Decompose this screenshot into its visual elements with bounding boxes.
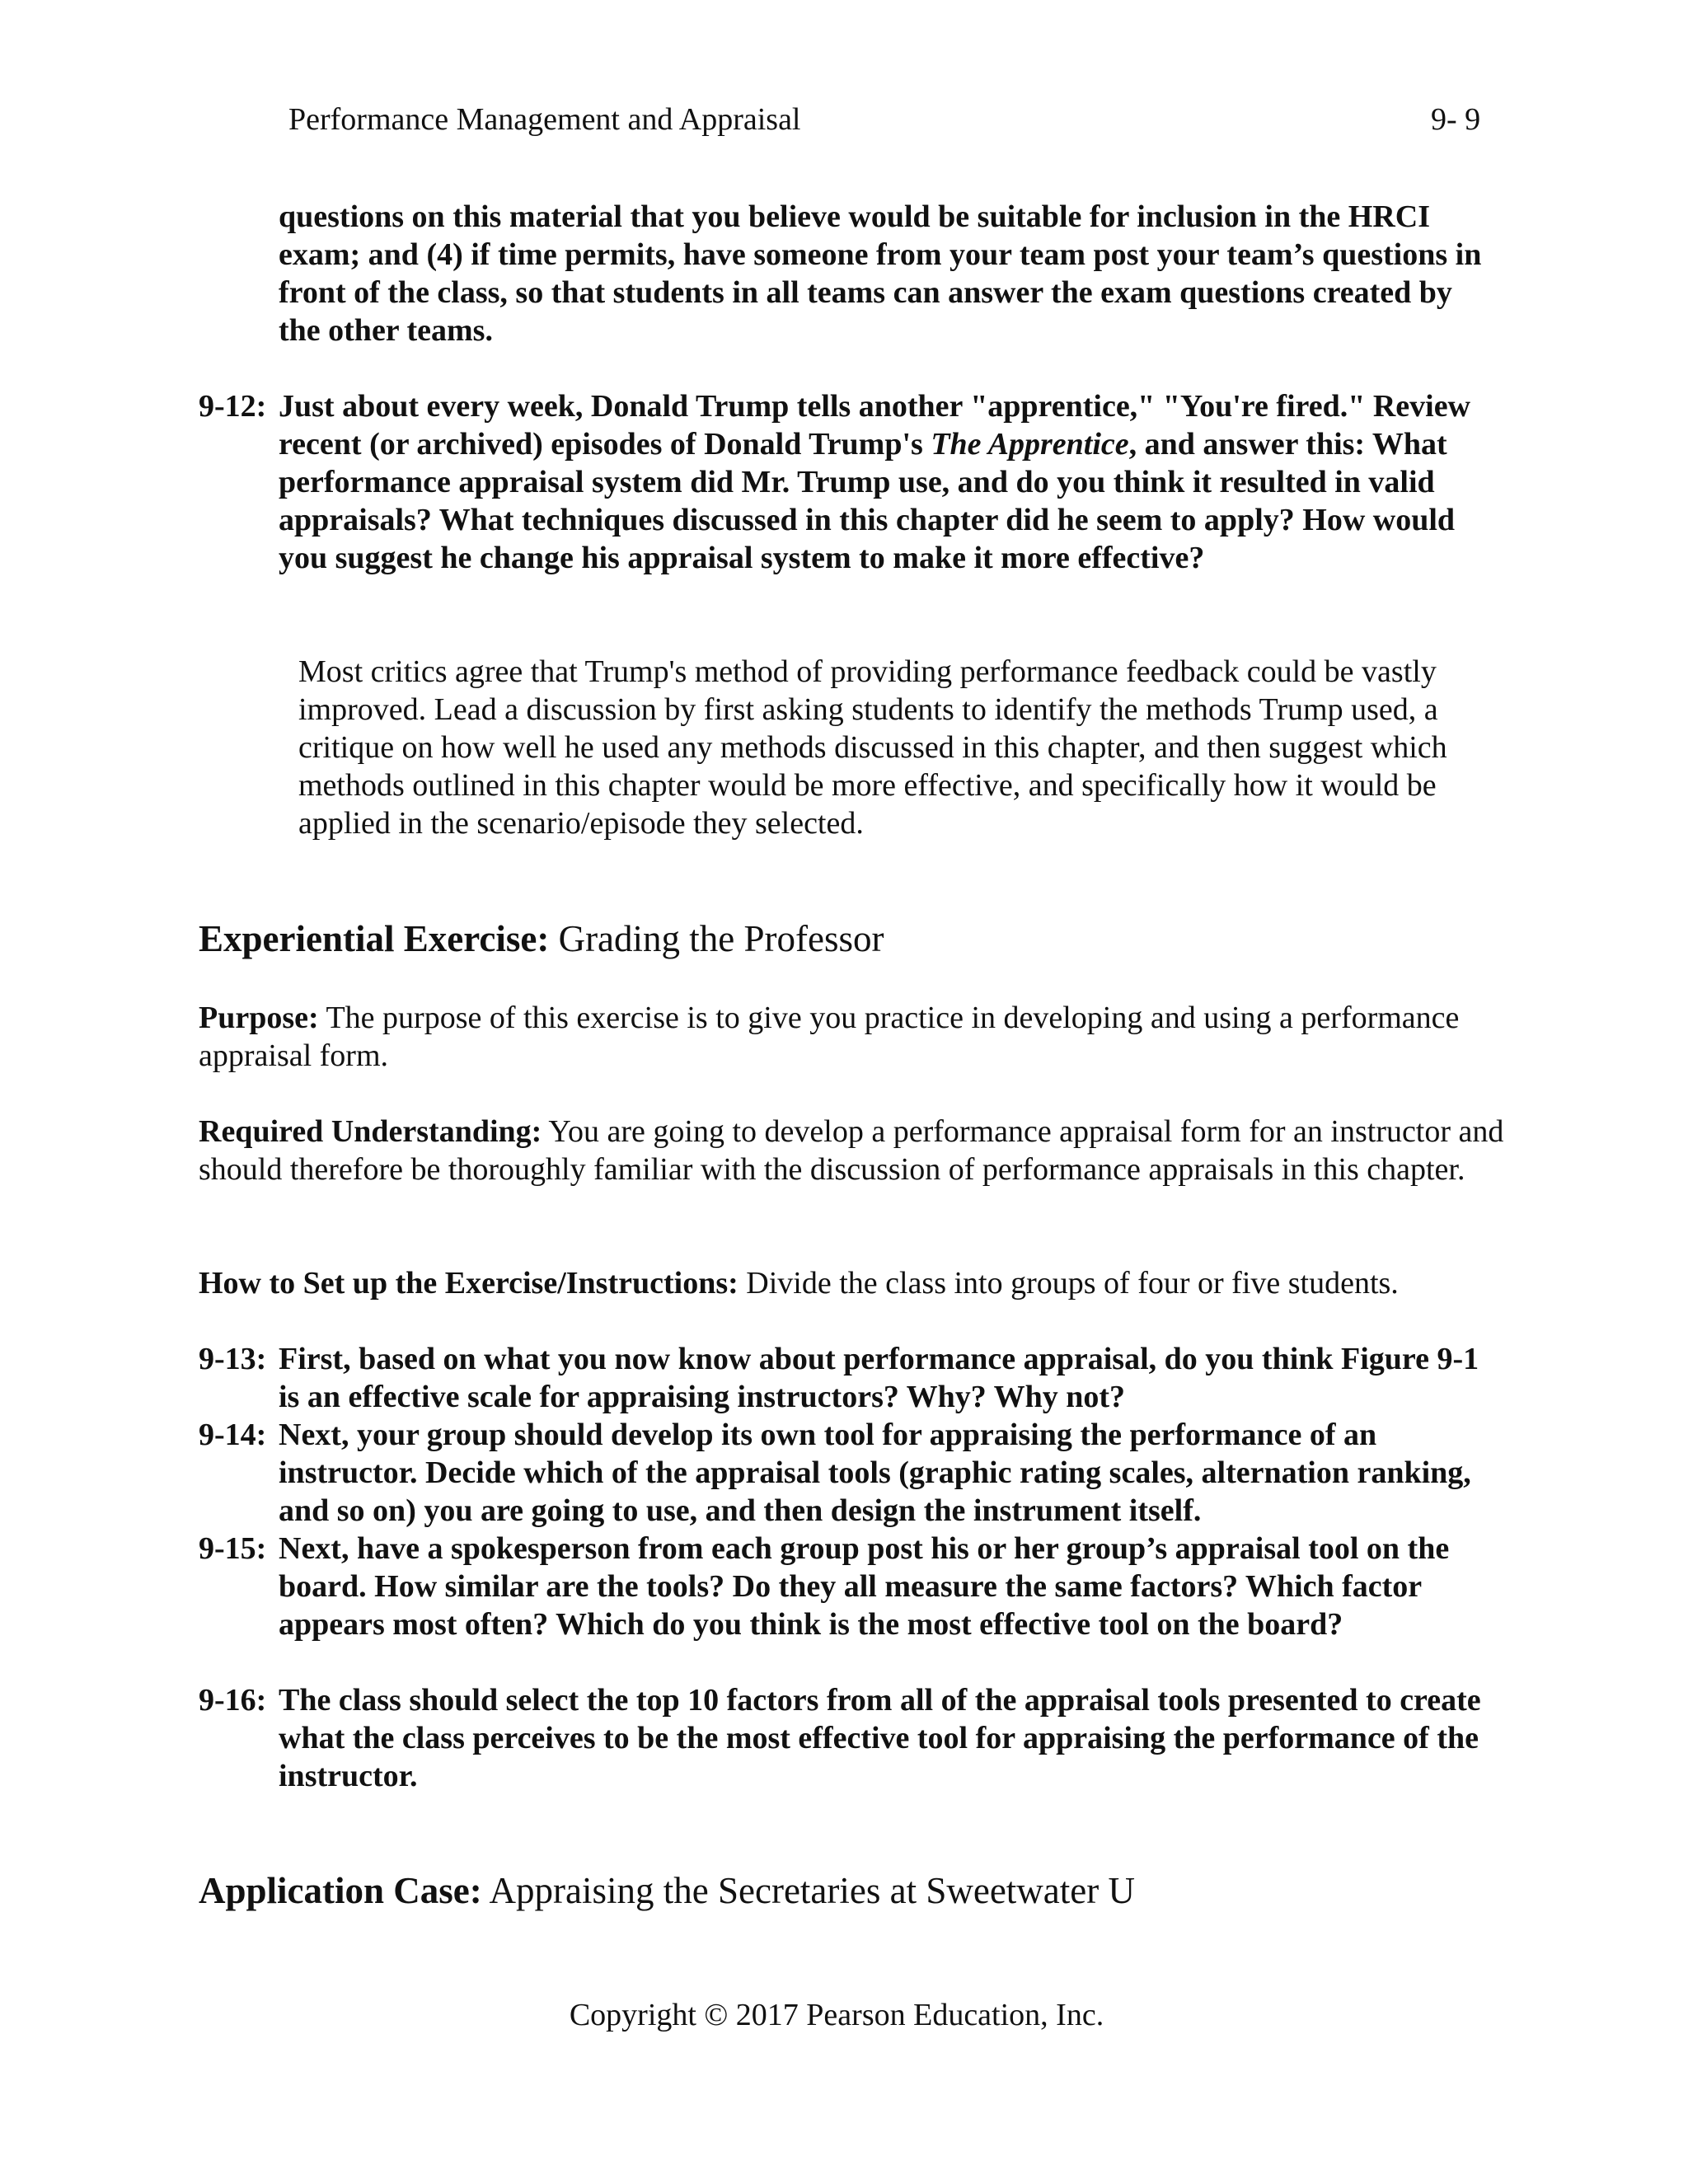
- question-9-14: [199, 1416, 1493, 1530]
- heading-label: Experiential Exercise:: [199, 918, 550, 959]
- copyright-footer: Copyright © 2017 Pearson Education, Inc.: [569, 1998, 1104, 2032]
- setup-instructions-paragraph: [199, 1264, 1534, 1302]
- setup-label: How to Set up the Exercise/Instructions:: [199, 1266, 738, 1301]
- heading-title: Grading the Professor: [549, 918, 884, 959]
- purpose-label: Purpose:: [199, 1001, 319, 1035]
- question-text: First, based on what you now know about performance appraisal, do you think Figure 9-1 is an effective scale for appraising instructors? Why? Why not?: [279, 1342, 1479, 1414]
- running-header-title: Performance Management and Appraisal: [288, 102, 801, 137]
- heading-title: Appraising the Secretaries at Sweetwater U: [481, 1870, 1135, 1911]
- question-number: 9-14:: [199, 1418, 267, 1452]
- purpose-text: The purpose of this exercise is to give you practice in developing and using a performance appraisal form.: [199, 1001, 1460, 1073]
- setup-text: Divide the class into groups of four or five students.: [738, 1266, 1399, 1301]
- question-text: Next, your group should develop its own tool for appraising the performance of an instructor. Decide which of the appraisal tools (graphic rating scales, alternation ranking, and so on) you are going to use, and then design the instrument itself.: [279, 1418, 1471, 1528]
- experiential-exercise-heading: [199, 916, 884, 961]
- required-understanding-paragraph: [199, 1113, 1509, 1188]
- question-number: 9-16:: [199, 1683, 267, 1718]
- question-9-12: [199, 387, 1493, 577]
- question-9-13: [199, 1340, 1493, 1416]
- question-number: 9-12:: [199, 389, 267, 424]
- show-title-italic: The Apprentice: [931, 427, 1129, 462]
- question-9-12-answer: Most critics agree that Trump's method of providing performance feedback could be vastly improved. Lead a discussion by first asking students to identify the methods Trump used, a critique on how well he used any methods discussed in this chapter, and then suggest which methods outlined in this chapter would be more effective, and specifically how it would be applied in the scenario/episode they selected.: [298, 654, 1447, 841]
- understanding-label: Required Understanding:: [199, 1114, 542, 1149]
- purpose-paragraph: [199, 999, 1509, 1075]
- question-number: 9-15:: [199, 1531, 267, 1566]
- understanding-text: You are going to develop a performance appraisal form for an instructor and should therefore be thoroughly familiar with the discussion of performance appraisals in this chapter.: [199, 1114, 1504, 1187]
- application-case-heading: [199, 1868, 1135, 1913]
- question-text-part1: Just about every week, Donald Trump tells another "apprentice," "You're fired." Review recent (or archived) episodes of Donald Trump's: [279, 389, 1471, 462]
- continued-question-text: questions on this material that you believe would be suitable for inclusion in the HRCI exam; and (4) if time permits, have someone from your team post your team’s questions in front of the class, so that students in all teams can answer the exam questions created by the other teams.: [279, 199, 1482, 348]
- heading-label: Application Case:: [199, 1870, 482, 1911]
- question-number: 9-13:: [199, 1342, 267, 1376]
- page-number: 9- 9: [1431, 102, 1481, 137]
- question-text: Next, have a spokesperson from each group post his or her group’s appraisal tool on the board. How similar are the tools? Do they all measure the same factors? Which factor appears most often? Which do you think is the most effective tool on the board?: [279, 1531, 1450, 1642]
- question-9-16: [199, 1681, 1493, 1795]
- question-text: The class should select the top 10 factors from all of the appraisal tools presented to create what the class perceives to be the most effective tool for appraising the performance of the instructor.: [279, 1683, 1481, 1793]
- question-9-15: [199, 1530, 1493, 1643]
- question-text-part2: , and answer this: What performance appraisal system did Mr. Trump use, and do you think it resulted in valid appraisals? What techniques discussed in this chapter did he seem to apply? How would you suggest he change his appraisal system to make it more effective?: [279, 427, 1456, 575]
